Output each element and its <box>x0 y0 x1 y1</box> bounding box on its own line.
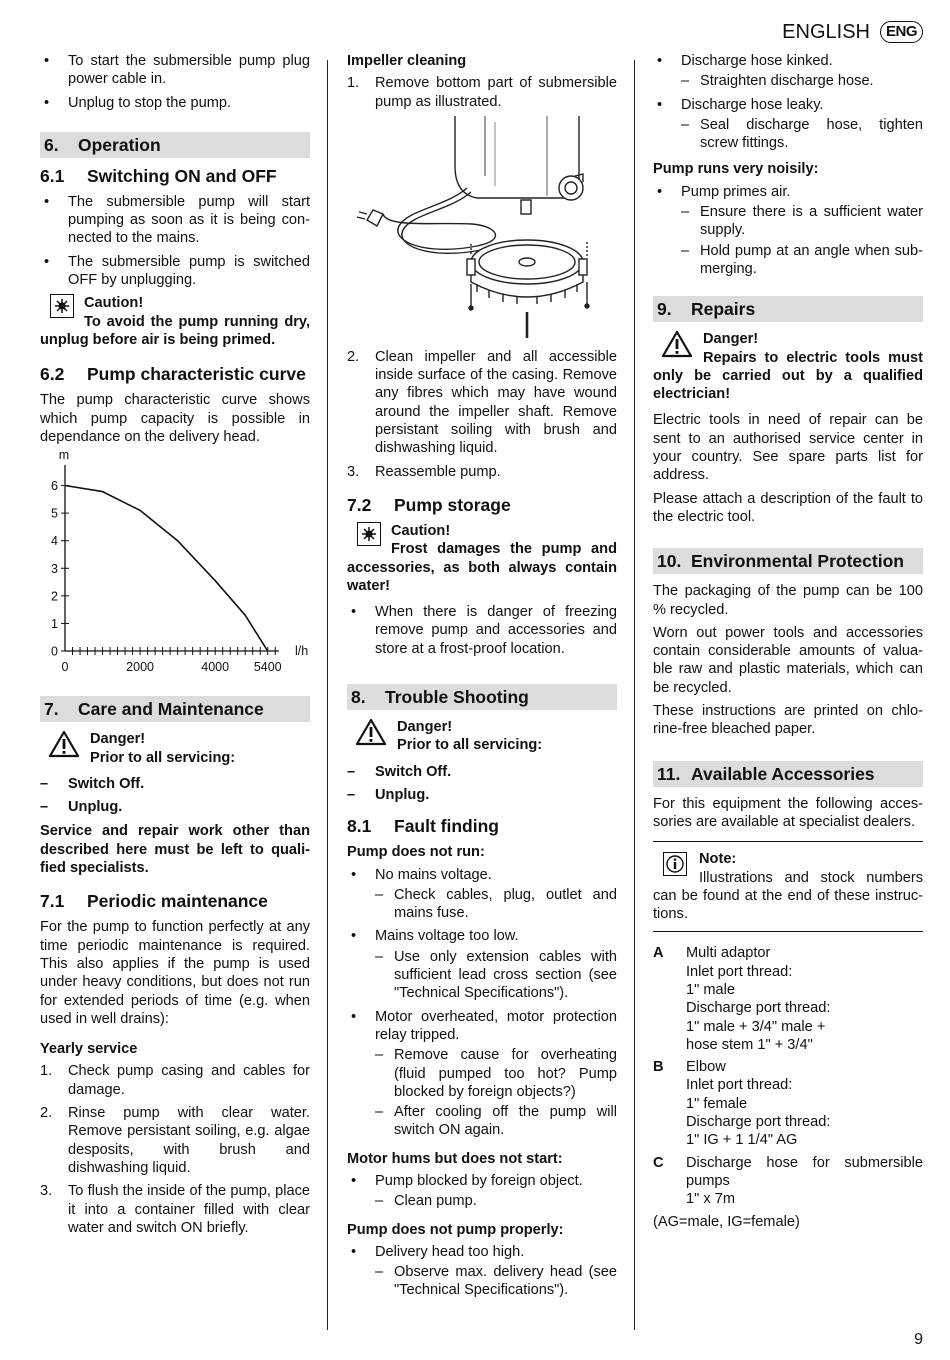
danger-notice <box>653 330 923 403</box>
section-heading-care: 7. Care and Maintenance <box>40 696 310 722</box>
service-note: Service and repair work other than described here must be left to quali-fied specialists. <box>40 823 310 877</box>
fix-item: – After cooling off the pump will switch ON again. <box>375 1103 617 1140</box>
switching-list <box>40 193 310 289</box>
pump-characteristic-chart <box>40 451 310 686</box>
fix-item: – Use only extension cables with sufficient lead cross section (see "Technical Specifications"). <box>375 948 617 1003</box>
list-item: • Unplug to stop the pump. <box>40 94 310 112</box>
curve-description: The pump characteristic curve shows which pump capacity is possible in dependance on the delivery head. <box>40 392 310 445</box>
fault-title: Pump runs very noisily: <box>653 161 819 178</box>
list-item: • No mains voltage. – Check cables, plug, outlet and mains fuse. <box>347 866 617 923</box>
warning-triangle-icon <box>661 330 693 363</box>
accessory-item: C Discharge hose for submersible pumps 1" x 7m <box>653 1154 923 1208</box>
fix-item: – Clean pump. <box>375 1192 617 1210</box>
environment-paragraph: Worn out power tools and accessories contain considerable amounts of valua-ble raw and plastic materials, which can be recycled. <box>653 624 923 696</box>
list-item: • Pump blocked by foreign object. – Clean pump. <box>347 1172 617 1211</box>
y-tick-label: 1 <box>51 617 58 632</box>
y-tick-label: 2 <box>51 589 58 604</box>
caution-icon <box>50 294 74 318</box>
y-tick-label: 0 <box>51 644 58 659</box>
subsection-heading-periodic: 7.1 Periodic maintenance <box>40 891 268 912</box>
caution-notice <box>40 294 310 350</box>
impeller-step-list <box>347 74 617 111</box>
list-item: – Switch Off. <box>347 763 617 781</box>
repair-paragraph: Please attach a description of the fault to the electric tool. <box>653 490 923 525</box>
subsection-heading-curve: 6.2 Pump characteristic curve <box>40 364 306 385</box>
column-3 <box>653 52 923 1236</box>
fix-item: – Remove cause for overheating (fluid pumped too hot? Pump blocked by foreign objects?) <box>375 1046 617 1101</box>
environment-paragraph: These instructions are printed on chlo-rine-free bleached paper. <box>653 703 923 738</box>
storage-list <box>347 603 617 658</box>
column-2 <box>347 52 617 1305</box>
y-tick-label: 5 <box>51 506 58 521</box>
danger-text: Prior to all servicing: <box>397 737 543 754</box>
list-item: • The submersible pump will start pumping as soon as it is being con-nected to the mains. <box>40 193 310 248</box>
subsection-heading-fault: 8.1 Fault finding <box>347 816 499 837</box>
caution-title: Caution! <box>391 522 451 539</box>
note-title: Note: <box>699 851 737 868</box>
danger-title: Danger! <box>397 719 453 736</box>
fault-list <box>347 1172 617 1211</box>
warning-triangle-icon <box>355 718 387 751</box>
danger-items <box>347 763 617 805</box>
y-tick-label: 3 <box>51 562 58 577</box>
danger-title: Danger! <box>703 331 759 348</box>
section-heading-operation: 6. Operation <box>40 132 310 158</box>
impeller-cleaning-title: Impeller cleaning <box>347 53 467 69</box>
list-item: • Pump primes air. – Ensure there is a sufficient water supply. – Hold pump at an angle when sub-merging. <box>653 183 923 278</box>
column-divider <box>327 60 328 1330</box>
y-tick-label: 6 <box>51 479 58 494</box>
periodic-text: For the pump to function perfectly at any time periodic maintenance is required. This also applies if the pump is used under heavy conditions, but does not run for extended periods of time (e.g. when used in well drains): <box>40 919 310 1027</box>
section-heading-accessories: 11. Available Accessories <box>653 761 923 787</box>
section-heading-environment: 10. Environmental Protection <box>653 548 923 574</box>
section-heading-repairs: 9. Repairs <box>653 296 923 322</box>
fix-item: – Straighten discharge hose. <box>681 72 923 90</box>
y-axis-unit: m <box>58 451 70 463</box>
fault-list <box>653 52 923 152</box>
caution-text: Frost damages the pump and accessories, as both always contain water! <box>347 541 617 594</box>
fault-list <box>653 183 923 278</box>
list-item: 2. Rinse pump with clear water. Remove persistant soiling, e.g. algae desposits, with brush and dishwashing liquid. <box>40 1105 310 1176</box>
accessory-item: A Multi adaptor Inlet port thread: 1" male Discharge port thread: 1" male + 3/4" male + hose stem 1" + 3/4" <box>653 945 831 1053</box>
info-icon <box>663 852 687 876</box>
column-divider <box>634 60 635 1330</box>
subsection-heading-storage: 7.2 Pump storage <box>347 494 511 515</box>
language-header <box>782 19 923 45</box>
fault-title: Pump does not pump properly: <box>347 1221 564 1238</box>
section-heading-trouble: 8. Trouble Shooting <box>347 684 617 710</box>
pump-disassembly-illustration <box>347 116 617 344</box>
list-item: • Motor overheated, motor protection relay tripped. – Remove cause for overheating (fluid pumped too hot? Pump blocked by foreign objects?) – After cooling off the pump will switch ON again. <box>347 1008 617 1140</box>
impeller-steps-continued <box>347 348 617 481</box>
x-axis-unit: l/h <box>295 644 309 659</box>
list-item: • When there is danger of freezing remove pump and accessories and store at a frost-proof location. <box>347 603 617 658</box>
list-item: 2. Clean impeller and all accessible inside surface of the casing. Remove any fibres which may have wound around the impeller shaft. Remove persistant soiling with brush and dishwashing liquid. <box>347 348 617 457</box>
caution-notice <box>347 522 617 595</box>
danger-notice <box>40 730 310 767</box>
language-badge: ENG <box>880 21 923 43</box>
list-item: • Delivery head too high. – Observe max. delivery head (see "Technical Specifications"). <box>347 1243 617 1300</box>
accessory-item: B Elbow Inlet port thread: 1" female Discharge port thread: 1" IG + 1 1/4" AG <box>653 1059 831 1149</box>
subsection-heading-switching: 6.1 Switching ON and OFF <box>40 165 277 186</box>
list-item: • Discharge hose leaky. – Seal discharge hose, tighten screw fittings. <box>653 96 923 153</box>
page-number: 9 <box>914 1331 923 1348</box>
environment-paragraph: The packaging of the pump can be 100 % recycled. <box>653 583 923 618</box>
language-label: ENGLISH <box>782 21 870 43</box>
caution-icon <box>357 522 381 546</box>
list-item: • The submersible pump is switched OFF by unplugging. <box>40 253 310 290</box>
list-item: 3. To flush the inside of the pump, place it into a container filled with clear water and switch ON briefly. <box>40 1183 310 1236</box>
yearly-service-list <box>40 1062 310 1237</box>
list-item: – Unplug. <box>40 798 310 816</box>
x-tick-label: 2000 <box>126 660 154 675</box>
warning-triangle-icon <box>48 730 80 763</box>
list-item: • Discharge hose kinked. – Straighten discharge hose. <box>653 52 923 91</box>
fix-item: – Seal discharge hose, tighten screw fittings. <box>681 116 923 153</box>
fix-item: – Hold pump at an angle when sub-merging. <box>681 242 923 279</box>
fault-list <box>347 866 617 1140</box>
danger-title: Danger! <box>90 731 146 748</box>
list-item: 1. Check pump casing and cables for damage. <box>40 1063 310 1098</box>
fault-title: Pump does not run: <box>347 844 485 861</box>
caution-title: Caution! <box>84 295 144 312</box>
accessory-footnote: (AG=male, IG=female) <box>653 1213 800 1230</box>
column-1 <box>40 52 310 1242</box>
y-tick-label: 4 <box>51 534 58 549</box>
danger-text: Prior to all servicing: <box>90 749 236 766</box>
danger-items <box>40 775 310 817</box>
repair-paragraph: Electric tools in need of repair can be sent to an authorised service center in your country. See spare parts list for address. <box>653 412 923 484</box>
x-tick-label: 4000 <box>201 660 230 675</box>
accessories-intro: For this equipment the following acces-sories are available at specialist dealers. <box>653 795 923 830</box>
fix-item: – Check cables, plug, outlet and mains fuse. <box>375 886 617 923</box>
fault-list <box>347 1243 617 1300</box>
list-item: • Mains voltage too low. – Use only extension cables with sufficient lead cross section (see "Technical Specifications"). <box>347 927 617 1002</box>
list-item: • To start the submersible pump plug power cable in. <box>40 52 310 89</box>
list-item: 1. Remove bottom part of submersible pump as illustrated. <box>347 75 617 110</box>
note-text: Illustrations and stock numbers can be found at the end of these instruc-tions. <box>653 869 923 923</box>
list-item: – Switch Off. <box>40 775 310 793</box>
x-tick-label: 0 <box>61 660 69 675</box>
pump-curve-line <box>65 486 268 652</box>
fault-title: Motor hums but does not start: <box>347 1150 563 1167</box>
fix-item: – Ensure there is a sufficient water supply. <box>681 203 923 240</box>
list-item: 3. Reassemble pump. <box>347 463 501 480</box>
note-box <box>653 841 923 932</box>
fix-item: – Observe max. delivery head (see "Technical Specifications"). <box>375 1263 617 1300</box>
caution-text: To avoid the pump running dry, unplug before air is being primed. <box>40 313 310 348</box>
list-item: – Unplug. <box>347 786 617 804</box>
x-tick-label: 5400 <box>253 660 282 675</box>
intro-list <box>40 52 310 112</box>
danger-text: Repairs to electric tools must only be carried out by a qualified electrician! <box>653 349 923 403</box>
danger-notice <box>347 718 617 755</box>
yearly-service-title: Yearly service <box>40 1041 138 1058</box>
